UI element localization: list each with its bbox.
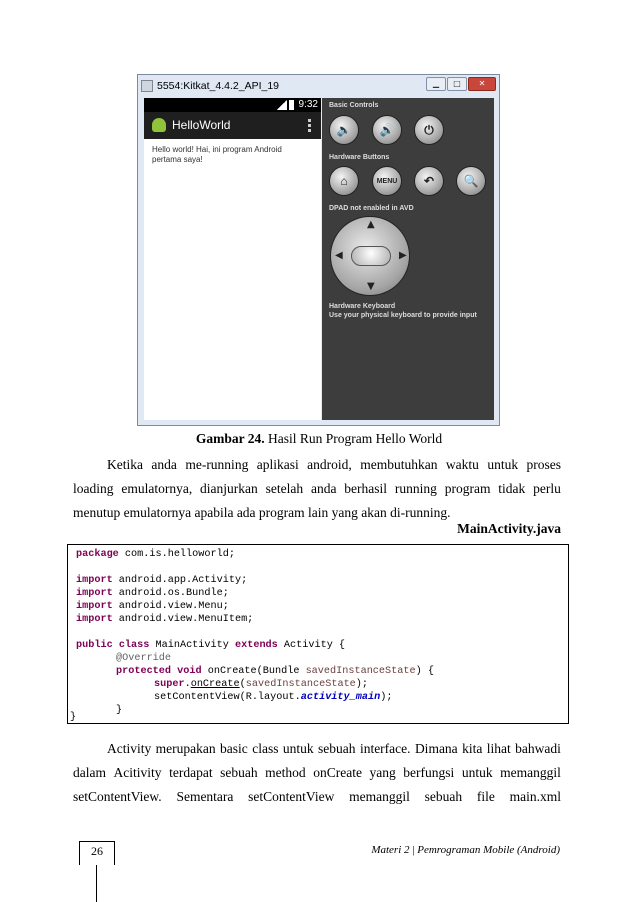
dpad-right-icon: ▶: [399, 250, 407, 261]
caption-text: Hasil Run Program Hello World: [267, 431, 443, 446]
dpad-center: [351, 246, 391, 266]
battery-icon: [289, 100, 294, 110]
close-icon: ✕: [468, 77, 496, 91]
paragraph-1-line-2: loading emulatornya, dianjurkan setelah anda berhasil running program tidak perlu: [73, 481, 561, 496]
code-filename: MainActivity.java: [457, 521, 561, 536]
emulator-window-title: 5554:Kitkat_4.4.2_API_19: [157, 80, 280, 92]
emulator-controls: [322, 98, 494, 420]
code-line: import android.view.Menu;: [76, 601, 229, 612]
code-closing-brace: }: [70, 712, 77, 723]
volume-up-icon: 🔊: [372, 115, 402, 145]
maximize-icon: □: [447, 77, 467, 91]
footer-divider: [96, 865, 97, 902]
dpad-label: DPAD not enabled in AVD: [329, 205, 414, 212]
running-footer: Materi 2 | Pemrograman Mobile (Android): [371, 844, 560, 856]
paragraph-1-line-1: Ketika anda me-running aplikasi android, membutuhkan waktu untuk proses: [107, 457, 561, 472]
code-line: public class MainActivity extends Activity {: [76, 640, 346, 651]
paragraph-2-line-1: Activity merupakan basic class untuk sebuah interface. Dimana kita lihat bahwadi: [107, 741, 561, 756]
android-icon: [152, 118, 166, 132]
keyboard-text: Use your physical keyboard to provide input: [329, 312, 477, 319]
window-buttons: [426, 77, 496, 91]
action-bar: [144, 112, 321, 139]
dpad-up-icon: ▲: [367, 219, 375, 230]
code-line: @Override: [116, 653, 172, 664]
code-line: setContentView(R.layout.activity_main);: [154, 692, 393, 703]
status-time: 9:32: [298, 99, 318, 110]
code-listing: [67, 544, 569, 724]
hardware-buttons-label: Hardware Buttons: [329, 154, 390, 161]
home-icon: ⌂: [329, 166, 359, 196]
dpad-left-icon: ◀: [335, 250, 343, 261]
app-title: HelloWorld: [172, 118, 231, 132]
code-line: package com.is.helloworld;: [76, 549, 235, 560]
code-line: protected void onCreate(Bundle savedInstanceState) {: [116, 666, 434, 677]
volume-down-icon: 🔈: [329, 115, 359, 145]
paragraph-2-line-2: dalam Acitivity terdapat sebuah method onCreate yang berfungsi untuk memanggil: [73, 765, 561, 780]
emulator-app-icon: [141, 80, 153, 92]
search-icon: 🔍: [456, 166, 486, 196]
phone-screen: [144, 98, 321, 420]
signal-icon: [277, 100, 287, 110]
dpad-down-icon: ▼: [367, 281, 375, 292]
emulator-title-bar: [141, 78, 279, 94]
code-line: import android.os.Bundle;: [76, 588, 229, 599]
keyboard-title: Hardware Keyboard: [329, 303, 396, 310]
back-icon: ↶: [414, 166, 444, 196]
dpad: [330, 216, 410, 296]
paragraph-2-line-3: setContentView. Sementara setContentView memanggil sebuah file main.xml: [73, 789, 561, 804]
minimize-icon: ▁: [426, 77, 446, 91]
figure-caption: [0, 431, 638, 447]
page-number: 26: [91, 844, 103, 858]
caption-label: Gambar 24.: [195, 431, 265, 446]
app-text: Hello world! Hai, ini program Android pertama saya!: [152, 145, 282, 164]
code-line: super.onCreate(savedInstanceState);: [154, 679, 369, 690]
code-line: import android.view.MenuItem;: [76, 614, 254, 625]
paragraph-1: [73, 453, 561, 525]
paragraph-1-line-3: menutup emulatornya apabila ada program lain yang akan di-running.: [73, 505, 451, 520]
emulator-figure: [137, 74, 500, 426]
code-line: import android.app.Activity;: [76, 575, 248, 586]
power-icon: ⏻: [414, 115, 444, 145]
code-line: }: [116, 705, 123, 716]
menu-button: MENU: [372, 166, 402, 196]
paragraph-2: [73, 737, 561, 809]
overflow-menu-icon: [308, 119, 311, 134]
status-bar: [144, 98, 321, 112]
basic-controls-label: Basic Controls: [329, 102, 379, 109]
